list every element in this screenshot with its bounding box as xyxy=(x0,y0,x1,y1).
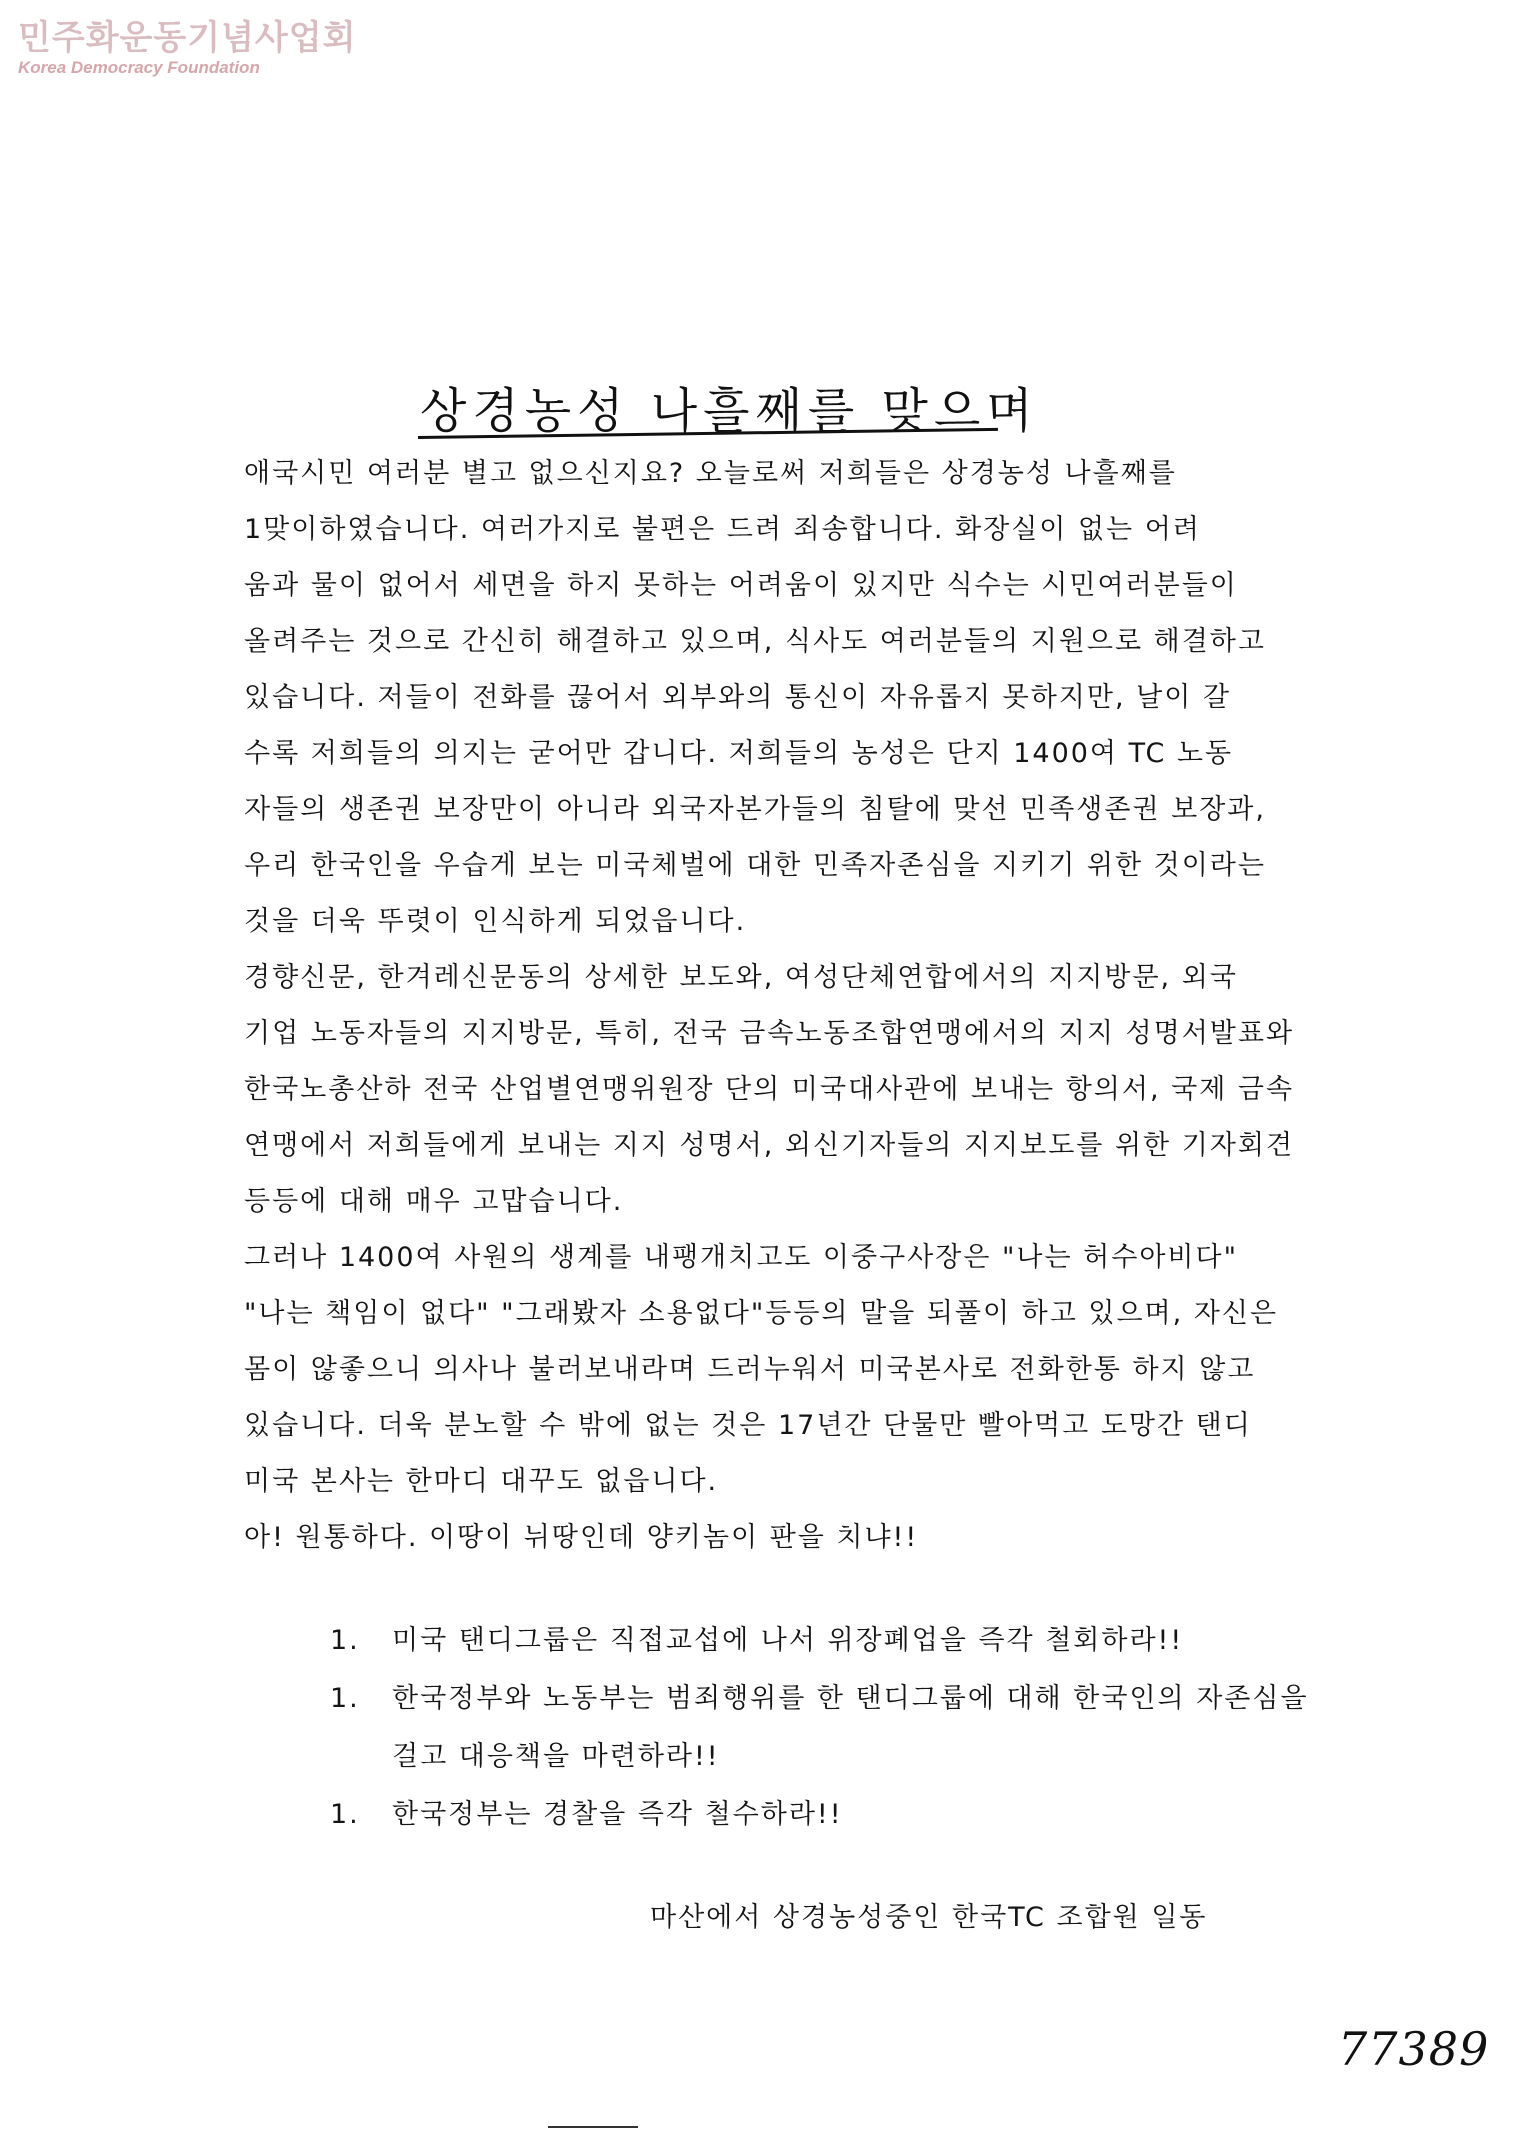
demand-line: 걸고 대응책을 마련하라!! xyxy=(392,1741,720,1772)
document-title: 상경농성 나흘째를 맞으며 xyxy=(420,383,1039,439)
body-line: "나는 책임이 없다" "그래봤자 소용없다"등등의 말을 되풀이 하고 있으며, 자신은 xyxy=(244,1298,1279,1329)
demand-number: 1. xyxy=(330,1625,360,1656)
demand-text xyxy=(392,1612,1183,1670)
demand-item xyxy=(330,1786,1370,1844)
body-line: 자들의 생존권 보장만이 아니라 외국자본가들의 침탈에 맞선 민족생존권 보장과, xyxy=(244,794,1266,825)
body-line: 있습니다. 저들이 전화를 끊어서 외부와의 통신이 자유롭지 못하지만, 날이 갈 xyxy=(244,682,1231,713)
body-line: 연맹에서 저희들에게 보내는 지지 성명서, 외신기자들의 지지보도를 위한 기자회견 xyxy=(244,1130,1295,1161)
demand-line: 한국정부는 경찰을 즉각 철수하라!! xyxy=(392,1799,843,1830)
demand-line: 한국정부와 노동부는 범죄행위를 한 탠디그룹에 대해 한국인의 자존심을 xyxy=(392,1683,1309,1714)
watermark-logo xyxy=(18,18,356,78)
body-line: 있습니다. 더욱 분노할 수 밖에 없는 것은 17년간 단물만 빨아먹고 도망간 탠디 xyxy=(244,1410,1252,1441)
bottom-rule xyxy=(548,2126,638,2128)
signature-line: 마산에서 상경농성중인 한국TC 조합원 일동 xyxy=(650,1902,1208,1933)
body-line: 경향신문, 한겨레신문동의 상세한 보도와, 여성단체연합에서의 지지방문, 외국 xyxy=(244,962,1238,993)
body-line: 움과 물이 없어서 세면을 하지 못하는 어려움이 있지만 식수는 시민여러분들이 xyxy=(244,570,1238,601)
demands-list xyxy=(330,1612,1370,1844)
body-line: 그러나 1400여 사원의 생계를 내팽개치고도 이중구사장은 "나는 허수아비다" xyxy=(244,1242,1239,1273)
body-line: 1맞이하였습니다. 여러가지로 불편은 드려 죄송합니다. 화장실이 없는 어려 xyxy=(244,514,1201,545)
demand-text xyxy=(392,1786,843,1844)
demand-line: 미국 탠디그룹은 직접교섭에 나서 위장폐업을 즉각 철회하라!! xyxy=(392,1625,1184,1656)
watermark-korean: 민주화운동기념사업회 xyxy=(18,18,357,58)
body-line: 애국시민 여러분 별고 없으신지요? 오늘로써 저희들은 상경농성 나흘째를 xyxy=(244,458,1177,489)
body-line: 수록 저희들의 의지는 굳어만 갑니다. 저희들의 농성은 단지 1400여 TC 노동 xyxy=(244,738,1234,769)
document-number: 77389 xyxy=(1338,2022,1490,2076)
body-line: 몸이 않좋으니 의사나 불러보내라며 드러누워서 미국본사로 전화한통 하지 않고 xyxy=(244,1354,1256,1385)
body-line: 등등에 대해 매우 고맙습니다. xyxy=(244,1186,624,1217)
demand-item xyxy=(330,1670,1370,1786)
body-line: 미국 본사는 한마디 대꾸도 없읍니다. xyxy=(244,1466,719,1497)
body-line: 것을 더욱 뚜렷이 인식하게 되었읍니다. xyxy=(244,906,747,937)
body-line: 기업 노동자들의 지지방문, 특히, 전국 금속노동조합연맹에서의 지지 성명서발표와 xyxy=(244,1018,1295,1049)
demand-number: 1. xyxy=(330,1799,360,1830)
demand-text xyxy=(392,1670,1309,1786)
body-line: 올려주는 것으로 간신히 해결하고 있으며, 식사도 여러분들의 지원으로 해결하고 xyxy=(244,626,1266,657)
demand-number: 1. xyxy=(330,1683,360,1714)
watermark-english: Korea Democracy Foundation xyxy=(18,58,260,77)
body-line: 한국노총산하 전국 산업별연맹위원장 단의 미국대사관에 보내는 항의서, 국제 금속 xyxy=(244,1074,1295,1105)
demand-item xyxy=(330,1612,1370,1670)
body-text xyxy=(244,446,1354,1566)
body-line: 아! 원통하다. 이땅이 뉘땅인데 양키놈이 판을 치냐!! xyxy=(244,1522,919,1553)
body-line: 우리 한국인을 우습게 보는 미국체벌에 대한 민족자존심을 지키기 위한 것이라는 xyxy=(244,850,1266,881)
